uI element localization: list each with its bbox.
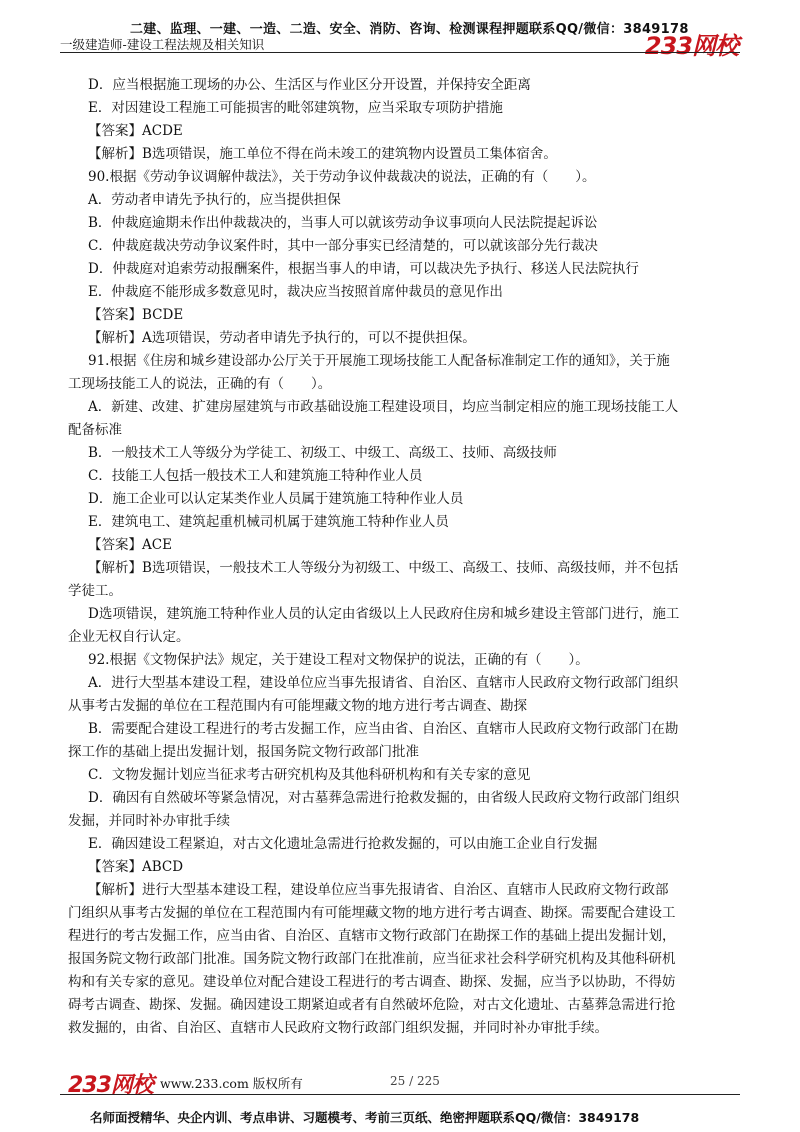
header-promo-text: 二建、监理、一建、一造、二造、安全、消防、咨询、检测课程押题联系QQ/微信：3849178: [130, 22, 689, 37]
analysis-line: D选项错误，建筑施工特种作业人员的认定由省级以上人民政府住房和城乡建设主管部门进行，施工: [88, 606, 680, 622]
option-line: 配备标准: [68, 422, 122, 438]
page-number: 25 / 225: [390, 1074, 440, 1088]
analysis-line: 【解析】B选项错误，施工单位不得在尚未竣工的建筑物内设置员工集体宿舍。: [88, 146, 557, 162]
analysis-line: 门组织从事考古发掘的单位在工程范围内有可能埋藏文物的地方进行考古调查、勘探。需要配合建设工: [68, 905, 676, 921]
analysis-line: 报国务院文物行政部门批准。国务院文物行政部门在批准前，应当征求社会科学研究机构及其他科研机: [68, 951, 676, 967]
analysis-line: 程进行的考古发掘工作，应当由省、自治区、直辖市文物行政部门在勘探工作的基础上提出发掘计划，: [68, 928, 676, 944]
question-line: 工现场技能工人的说法，正确的有（ ）。: [68, 376, 332, 392]
analysis-line: 碍考古调查、勘探、发掘。确因建设工期紧迫或者有自然破坏危险，对古文化遗址、古墓葬急需进行抢: [68, 997, 676, 1013]
option-line: E．仲裁庭不能形成多数意见时，裁决应当按照首席仲裁员的意见作出: [88, 284, 503, 300]
option-line: C．仲裁庭裁决劳动争议案件时，其中一部分事实已经清楚的，可以就该部分先行裁决: [88, 238, 598, 254]
option-line: D．确因有自然破坏等紧急情况，对古墓葬急需进行抢救发掘的，由省级人民政府文物行政部门组织: [88, 790, 680, 806]
option-line: E．建筑电工、建筑起重机械司机属于建筑施工特种作业人员: [88, 514, 449, 530]
option-line: 探工作的基础上提出发掘计划，报国务院文物行政部门批准: [68, 744, 419, 760]
analysis-line: 【解析】A选项错误，劳动者申请先予执行的，可以不提供担保。: [88, 330, 476, 346]
question-line: 91.根据《住房和城乡建设部办公厅关于开展施工现场技能工人配备标准制定工作的通知》，关于施: [88, 353, 670, 369]
header-divider: [60, 52, 740, 53]
analysis-line: 【解析】进行大型基本建设工程，建设单位应当事先报请省、自治区、直辖市人民政府文物行政部: [88, 882, 669, 898]
analysis-line: 学徒工。: [68, 583, 122, 599]
option-line: A．劳动者申请先予执行的，应当提供担保: [88, 192, 341, 208]
analysis-line: 企业无权自行认定。: [68, 629, 190, 645]
option-line: E．确因建设工程紧迫，对古文化遗址急需进行抢救发掘的，可以由施工企业自行发掘: [88, 836, 598, 852]
answer-line: 【答案】ACE: [88, 537, 172, 553]
option-line: D．施工企业可以认定某类作业人员属于建筑施工特种作业人员: [88, 491, 464, 507]
option-line: B．需要配合建设工程进行的考古发掘工作，应当由省、自治区、直辖市人民政府文物行政部门在勘: [88, 721, 679, 737]
course-title: 一级建造师-建设工程法规及相关知识: [60, 37, 265, 52]
answer-line: 【答案】ABCD: [88, 859, 184, 875]
answer-line: 【答案】ACDE: [88, 123, 183, 139]
brand-logo[interactable]: 233网校: [644, 32, 738, 60]
option-line: D．应当根据施工现场的办公、生活区与作业区分开设置，并保持安全距离: [88, 77, 531, 93]
footer-promo-text: 名师面授精华、央企内训、考点串讲、习题模考、考前三页纸、绝密押题联系QQ/微信：3849178: [90, 1110, 640, 1125]
footer-brand-logo[interactable]: 233网校: [68, 1073, 153, 1098]
option-line: E．对因建设工程施工可能损害的毗邻建筑物，应当采取专项防护措施: [88, 100, 503, 116]
analysis-line: 【解析】B选项错误，一般技术工人等级分为初级工、中级工、高级工、技师、高级技师，并不包括: [88, 560, 679, 576]
document-body: [68, 74, 724, 1040]
copyright-text: www.233.com 版权所有: [160, 1076, 303, 1091]
option-line: 从事考古发掘的单位在工程范围内有可能埋藏文物的地方进行考古调查、勘探: [68, 698, 527, 714]
option-line: B．仲裁庭逾期未作出仲裁裁决的，当事人可以就该劳动争议事项向人民法院提起诉讼: [88, 215, 598, 231]
option-line: D．仲裁庭对追索劳动报酬案件，根据当事人的申请，可以裁决先予执行、移送人民法院执行: [88, 261, 639, 277]
page-header: [60, 18, 740, 60]
analysis-line: 构和有关专家的意见。建设单位对配合建设工程进行的考古调查、勘探、发掘，应当予以协助，不得妨: [68, 974, 676, 990]
option-line: 发掘，并同时补办审批手续: [68, 813, 230, 829]
answer-line: 【答案】BCDE: [88, 307, 184, 323]
question-line: 90.根据《劳动争议调解仲裁法》，关于劳动争议仲裁裁决的说法，正确的有（ ）。: [88, 169, 596, 185]
option-line: A．进行大型基本建设工程，建设单位应当事先报请省、自治区、直辖市人民政府文物行政部门组织: [88, 675, 679, 691]
option-line: C．技能工人包括一般技术工人和建筑施工特种作业人员: [88, 468, 423, 484]
option-line: B．一般技术工人等级分为学徒工、初级工、中级工、高级工、技师、高级技师: [88, 445, 557, 461]
option-line: A．新建、改建、扩建房屋建筑与市政基础设施工程建设项目，均应当制定相应的施工现场技能工人: [88, 399, 679, 415]
option-line: C．文物发掘计划应当征求考古研究机构及其他科研机构和有关专家的意见: [88, 767, 531, 783]
footer-divider: [60, 1094, 740, 1095]
analysis-line: 救发掘的，由省、自治区、直辖市人民政府文物行政部门组织发掘，并同时补办审批手续。: [68, 1020, 608, 1036]
question-line: 92.根据《文物保护法》规定，关于建设工程对文物保护的说法，正确的有（ ）。: [88, 652, 589, 668]
